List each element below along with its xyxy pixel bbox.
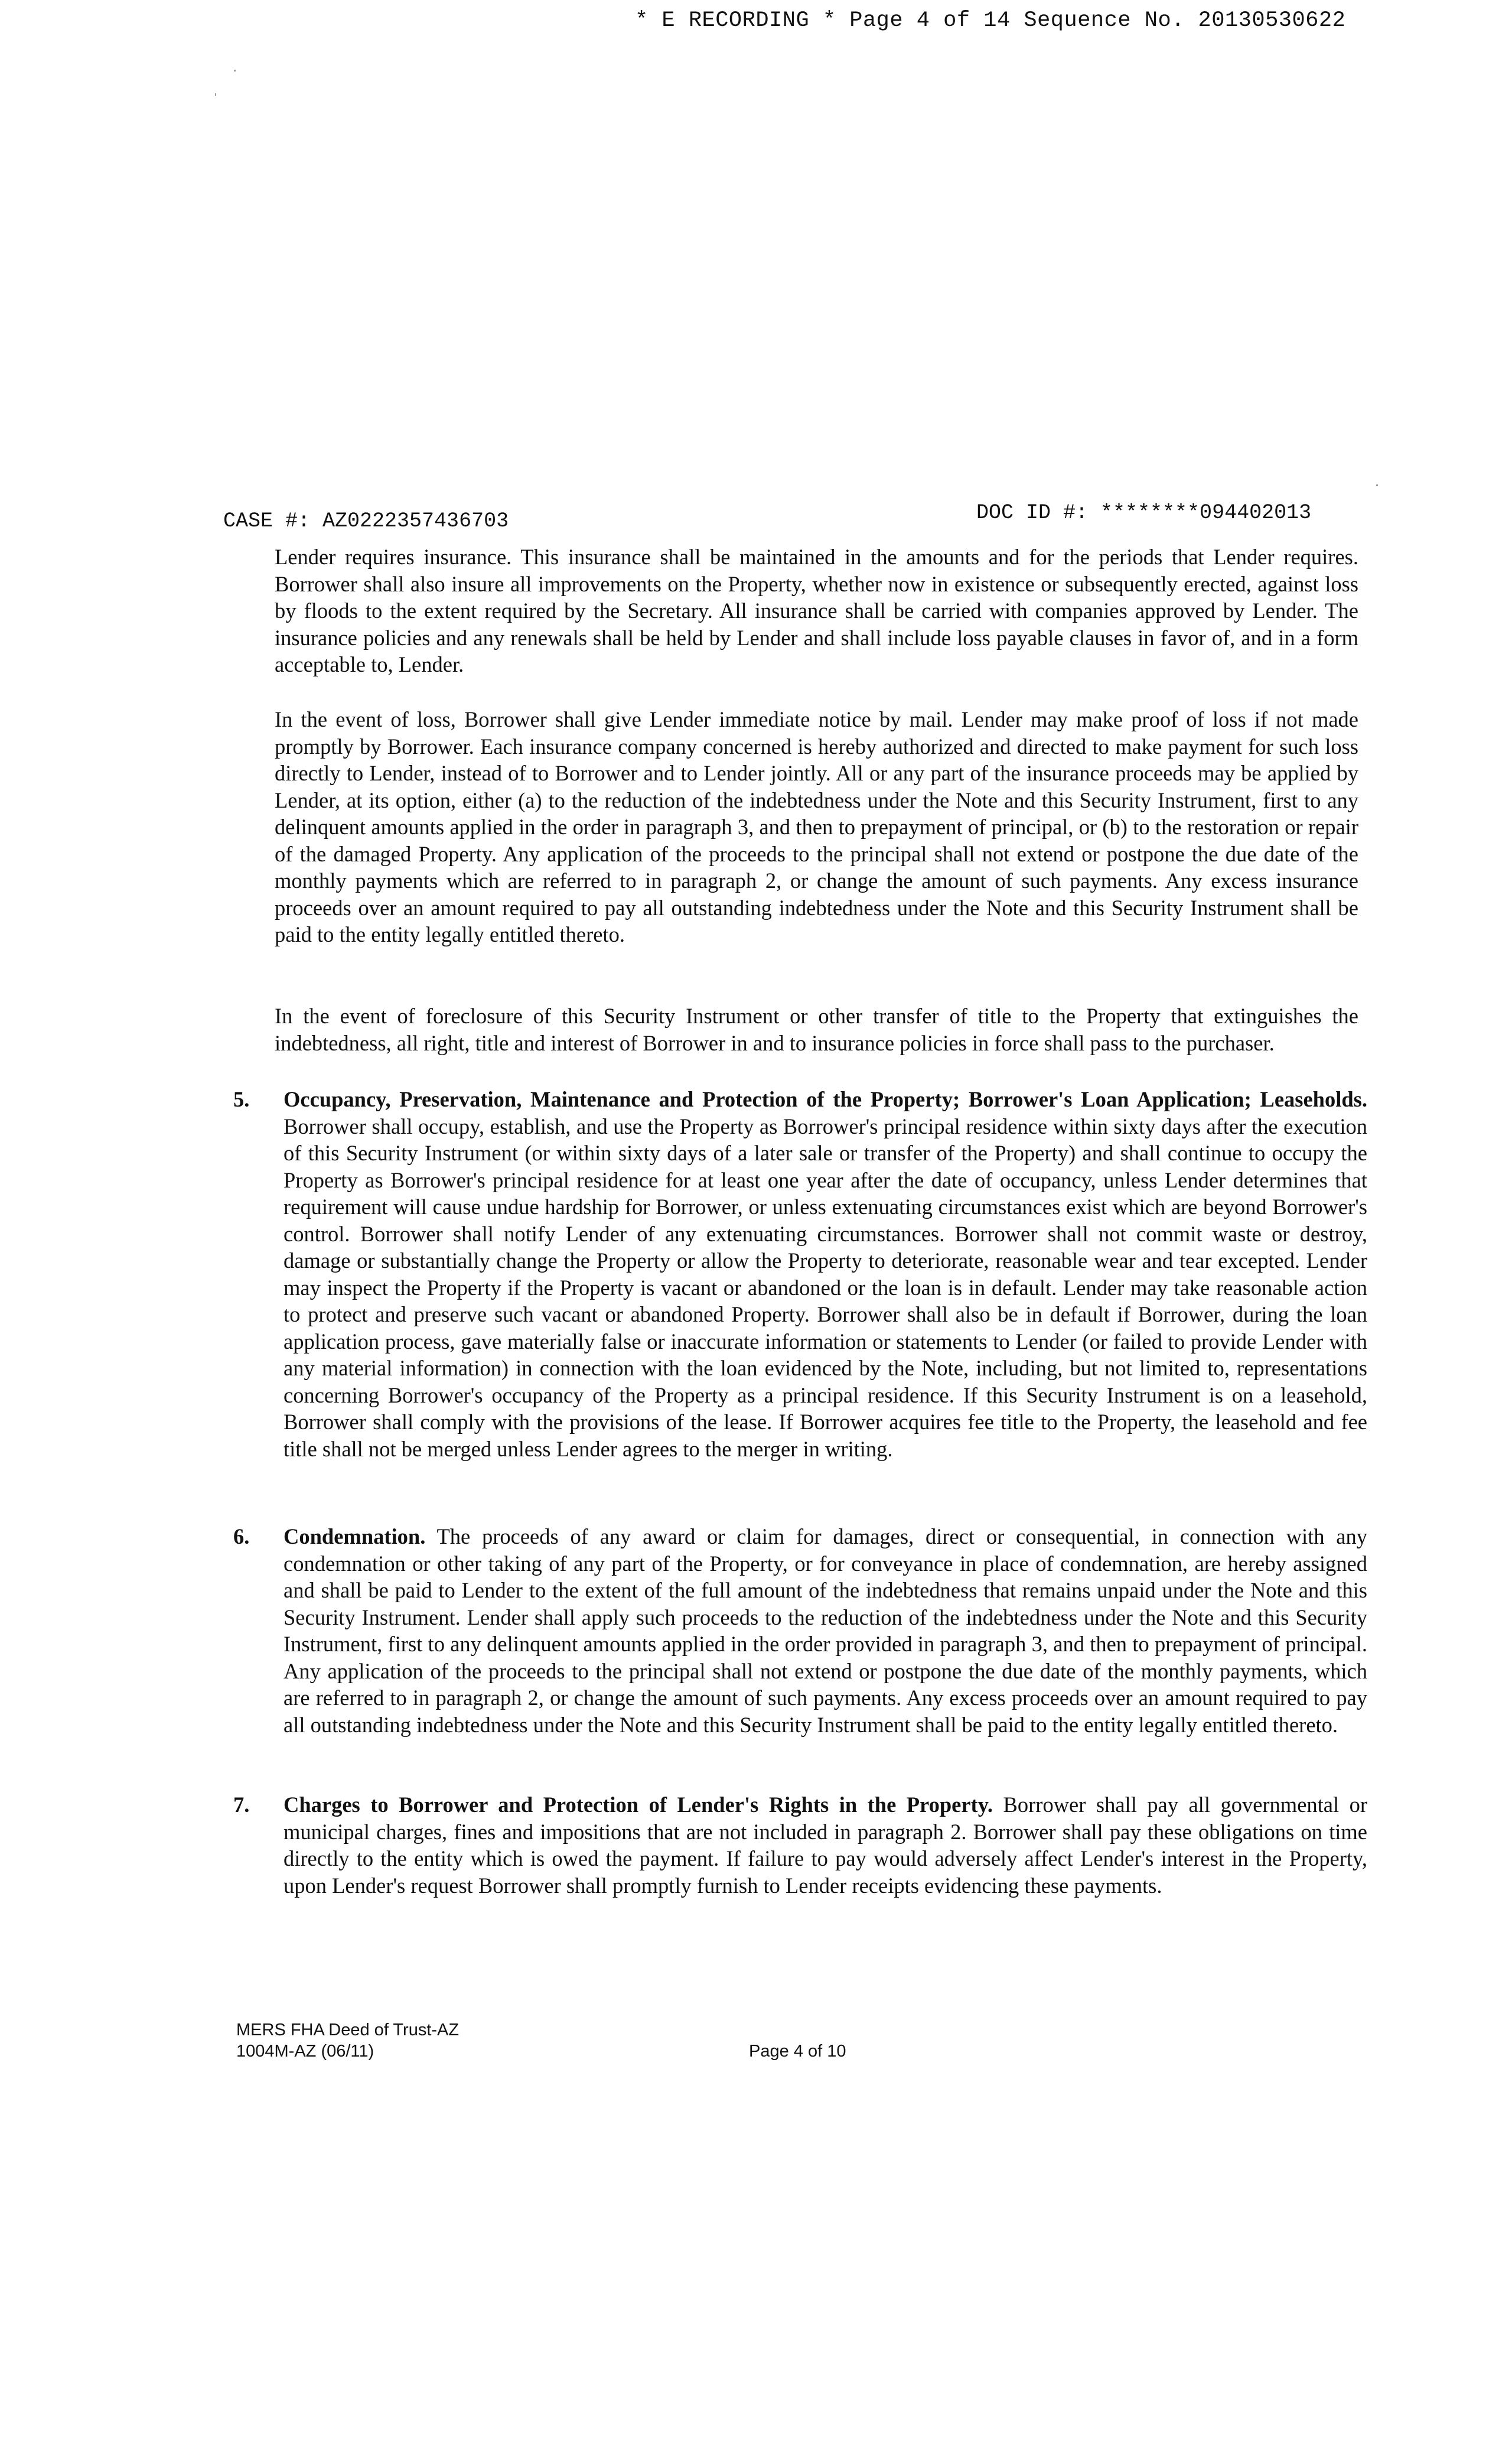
case-number: CASE #: AZ0222357436703	[223, 509, 509, 533]
footer-page-label: Page 4 of 10	[749, 2042, 846, 2061]
section-title: Occupancy, Preservation, Maintenance and Protection of the Property; Borrower's Loan Application; Leaseholds.	[284, 1087, 1367, 1111]
scan-mark	[215, 93, 216, 96]
form-code: 1004M-AZ (06/11)	[236, 2042, 374, 2061]
scan-mark	[234, 70, 236, 71]
section-title: Charges to Borrower and Protection of Lender's Rights in the Property.	[284, 1792, 993, 1817]
section-number: 7.	[233, 1792, 250, 1817]
section-title: Condemnation.	[284, 1524, 426, 1548]
section-body: Borrower shall occupy, establish, and use the Property as Borrower's principal residence within sixty days after the execution of this Security Instrument (or within sixty days of a later sale or transfer of the Property) and shall continue to occupy the Property as Borrower's principal residence for at least one year after the date of occupancy, unless Lender determines that requirement will cause undue hardship for Borrower, or unless extenuating circumstances exist which are beyond Borrower's control. Borrower shall notify Lender of any extenuating circumstances. Borrower shall not commit waste or destroy, damage or substantially change the Property or allow the Property to deteriorate, reasonable wear and tear excepted. Lender may inspect the Property if the Property is vacant or abandoned or the loan is in default. Lender may take reasonable action to protect and preserve such vacant or abandoned Property. Borrower shall also be in default if Borrower, during the loan application process, gave materially false or inaccurate information or statements to Lender (or failed to provide Lender with any material information) in connection with the loan evidenced by the Note, including, but not limited to, representations concerning Borrower's occupancy of the Property as a principal residence. If this Security Instrument is on a leasehold, Borrower shall comply with the provisions of the lease. If Borrower acquires fee title to the Property, the leasehold and fee title shall not be merged unless Lender agrees to the merger in writing.	[284, 1114, 1367, 1461]
section-paragraph	[284, 1523, 1367, 1738]
scan-mark	[1376, 484, 1378, 486]
insurance-paragraph-2: In the event of loss, Borrower shall give Lender immediate notice by mail. Lender may make proof of loss if not made promptly by Borrower. Each insurance company concerned is hereby authorized and directed to make payment for such loss directly to Lender, instead of to Borrower and to Lender jointly. All or any part of the insurance proceeds may be applied by Lender, at its option, either (a) to the reduction of the indebtedness under the Note and this Security Instrument, first to any delinquent amounts applied in the order in paragraph 3, and then to prepayment of principal, or (b) to the restoration or repair of the damaged Property. Any application of the proceeds to the principal shall not extend or postpone the due date of the monthly payments which are referred to in paragraph 2, or change the amount of such payments. Any excess insurance proceeds over an amount required to pay all outstanding indebtedness under the Note and this Security Instrument shall be paid to the entity legally entitled thereto.	[275, 707, 1358, 946]
section-paragraph	[284, 1791, 1367, 1899]
doc-id: DOC ID #: ********094402013	[976, 501, 1312, 525]
insurance-paragraph-3: In the event of foreclosure of this Security Instrument or other transfer of title to the Property that extinguishes the indebtedness, all right, title and interest of Borrower in and to insurance policies in force shall pass to the purchaser.	[275, 1004, 1358, 1055]
form-name: MERS FHA Deed of Trust-AZ	[236, 2021, 460, 2039]
section-body: Borrower shall pay all governmental or municipal charges, fines and impositions that are not included in paragraph 2. Borrower shall pay these obligations on time directly to the entity which is owed the payment. If failure to pay would adversely affect Lender's interest in the Property, upon Lender's request Borrower shall promptly furnish to Lender receipts evidencing these payments.	[284, 1792, 1368, 1898]
section-6	[233, 1523, 1370, 1738]
insurance-paragraph-1: Lender requires insurance. This insurance shall be maintained in the amounts and for the periods that Lender requires. Borrower shall also insure all improvements on the Property, whether now in existence or subsequently erected, against loss by floods to the extent required by the Secretary. All insurance shall be carried with companies approved by Lender. The insurance policies and any renewals shall be held by Lender and shall include loss payable clauses in favor of, and in a form acceptable to, Lender.	[275, 545, 1358, 676]
section-number: 6.	[233, 1524, 250, 1548]
section-number: 5.	[233, 1087, 250, 1111]
recording-header: * E RECORDING * Page 4 of 14 Sequence No. 20130530622	[635, 8, 1346, 33]
section-body: The proceeds of any award or claim for damages, direct or consequential, in connection with any condemnation or other taking of any part of the Property, or for conveyance in place of condemnation, are hereby assigned and shall be paid to Lender to the extent of the full amount of the indebtedness that remains unpaid under the Note and this Security Instrument. Lender shall apply such proceeds to the reduction of the indebtedness under the Note and this Security Instrument, first to any delinquent amounts applied in the order provided in paragraph 3, and then to prepayment of principal. Any application of the proceeds to the principal shall not extend or postpone the due date of the monthly payments, which are referred to in paragraph 2, or change the amount of such payments. Any excess proceeds over an amount required to pay all outstanding indebtedness under the Note and this Security Instrument shall be paid to the entity legally entitled thereto.	[284, 1524, 1368, 1737]
section-5	[233, 1086, 1370, 1462]
section-7	[233, 1791, 1370, 1899]
section-paragraph	[284, 1086, 1367, 1462]
footer-form	[236, 2019, 459, 2062]
